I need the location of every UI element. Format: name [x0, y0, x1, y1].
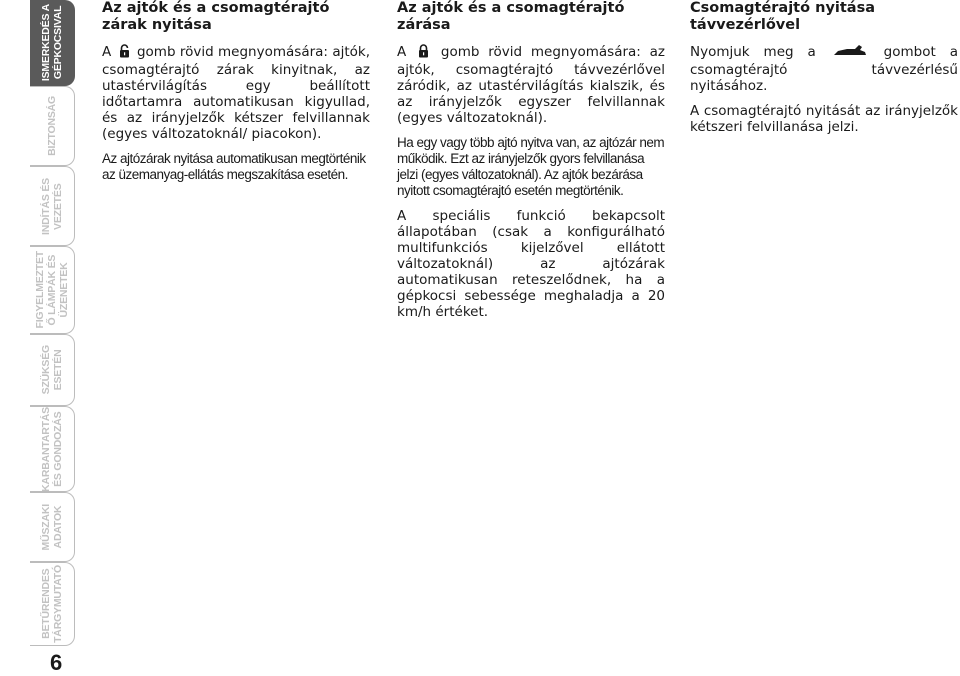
column-lock	[397, 0, 665, 329]
paragraph	[397, 44, 665, 126]
paragraph: Az ajtózárak nyitása automatikusan megtörténik az üzemanyag-ellátás megszakítása esetén.	[102, 151, 366, 182]
paragraph: A csomagtérajtó nyitását az irányjelzők kétszeri felvillanása jelzi.	[690, 103, 958, 135]
column-unlock	[102, 0, 370, 192]
chapter-tabs	[0, 0, 84, 673]
paragraph	[690, 44, 958, 94]
tab-muszaki[interactable]	[30, 492, 75, 562]
padlock-open-icon	[119, 44, 130, 62]
tab-biztonsag[interactable]	[30, 86, 75, 166]
text: A	[102, 44, 112, 60]
paragraph: A speciális funkció bekapcsolt állapotában (csak a konfigurálható multifunkciós kijelzővel ellátott változatoknál) az ajtózárak automatikusan reteszelődnek, ha a gépkocsi sebessége meghaladja a 20 km/h értéket.	[397, 208, 665, 320]
tab-label: KARBANTARTÁS ÉS GONDOZÁS	[40, 406, 64, 492]
text: A	[397, 44, 407, 60]
text: gombot a csomagtérajtó távvezérlésű nyitásához.	[690, 44, 958, 94]
tab-betu[interactable]	[30, 562, 75, 646]
tab-label: ISMERKEDÉS A GÉPKOCSIVAL	[40, 4, 64, 82]
tab-figyelmeztet[interactable]	[30, 246, 75, 334]
paragraph	[102, 44, 370, 142]
column-trunk	[690, 0, 958, 144]
car-trunk-icon	[833, 44, 867, 62]
tab-ismerkedes[interactable]	[30, 0, 75, 86]
tab-inditas[interactable]	[30, 166, 75, 246]
text: Nyomjuk meg a	[690, 44, 816, 60]
tab-label: SZÜKSÉG ESETÉN	[40, 345, 64, 395]
tab-szukseg[interactable]	[30, 334, 75, 406]
text: gomb rövid megnyomására: az ajtók, csomagtérajtó távvezérlővel záródik, az utastérvilágítás kialszik, és az irányjelzők egyszer felvillannak (egyes változatoknál).	[397, 44, 666, 126]
tab-label: MŰSZAKI ADATOK	[40, 503, 64, 551]
padlock-closed-icon	[418, 44, 429, 62]
tab-karbantartas[interactable]	[30, 406, 75, 492]
section-heading: Az ajtók és a csomagtérajtó zárása	[397, 0, 625, 33]
tab-label: BETŰRENDES TÁRGYMUTATÓ	[40, 565, 64, 643]
paragraph: Ha egy vagy több ajtó nyitva van, az ajtózár nem működik. Ezt az irányjelzők gyors felvillanása jelzi (egyes változatoknál). Az ajtók bezárása nyitott csomagtérajtó esetén megtörténik.	[397, 135, 665, 198]
page-number: 6	[50, 650, 63, 675]
tab-label: INDÍTÁS ÉS VEZETÉS	[40, 177, 64, 235]
section-heading: Az ajtók és a csomagtérajtó zárak nyitása	[102, 0, 330, 33]
tab-label: FIGYELMEZTET Ő LÁMPÁK ÉS ÜZENETEK	[34, 251, 70, 329]
text: gomb rövid megnyomására: ajtók, csomagtérajtó zárak kinyitnak, az utastérvilágítás egy beállított időtartamra automatikusan kigyullad, és az irányjelzők kétszer felvillannak (egyes változatoknál/ piacokon).	[102, 44, 370, 142]
section-heading: Csomagtérajtó nyitása távvezérlővel	[690, 0, 875, 33]
tab-label: BIZTONSÁG	[46, 96, 58, 156]
